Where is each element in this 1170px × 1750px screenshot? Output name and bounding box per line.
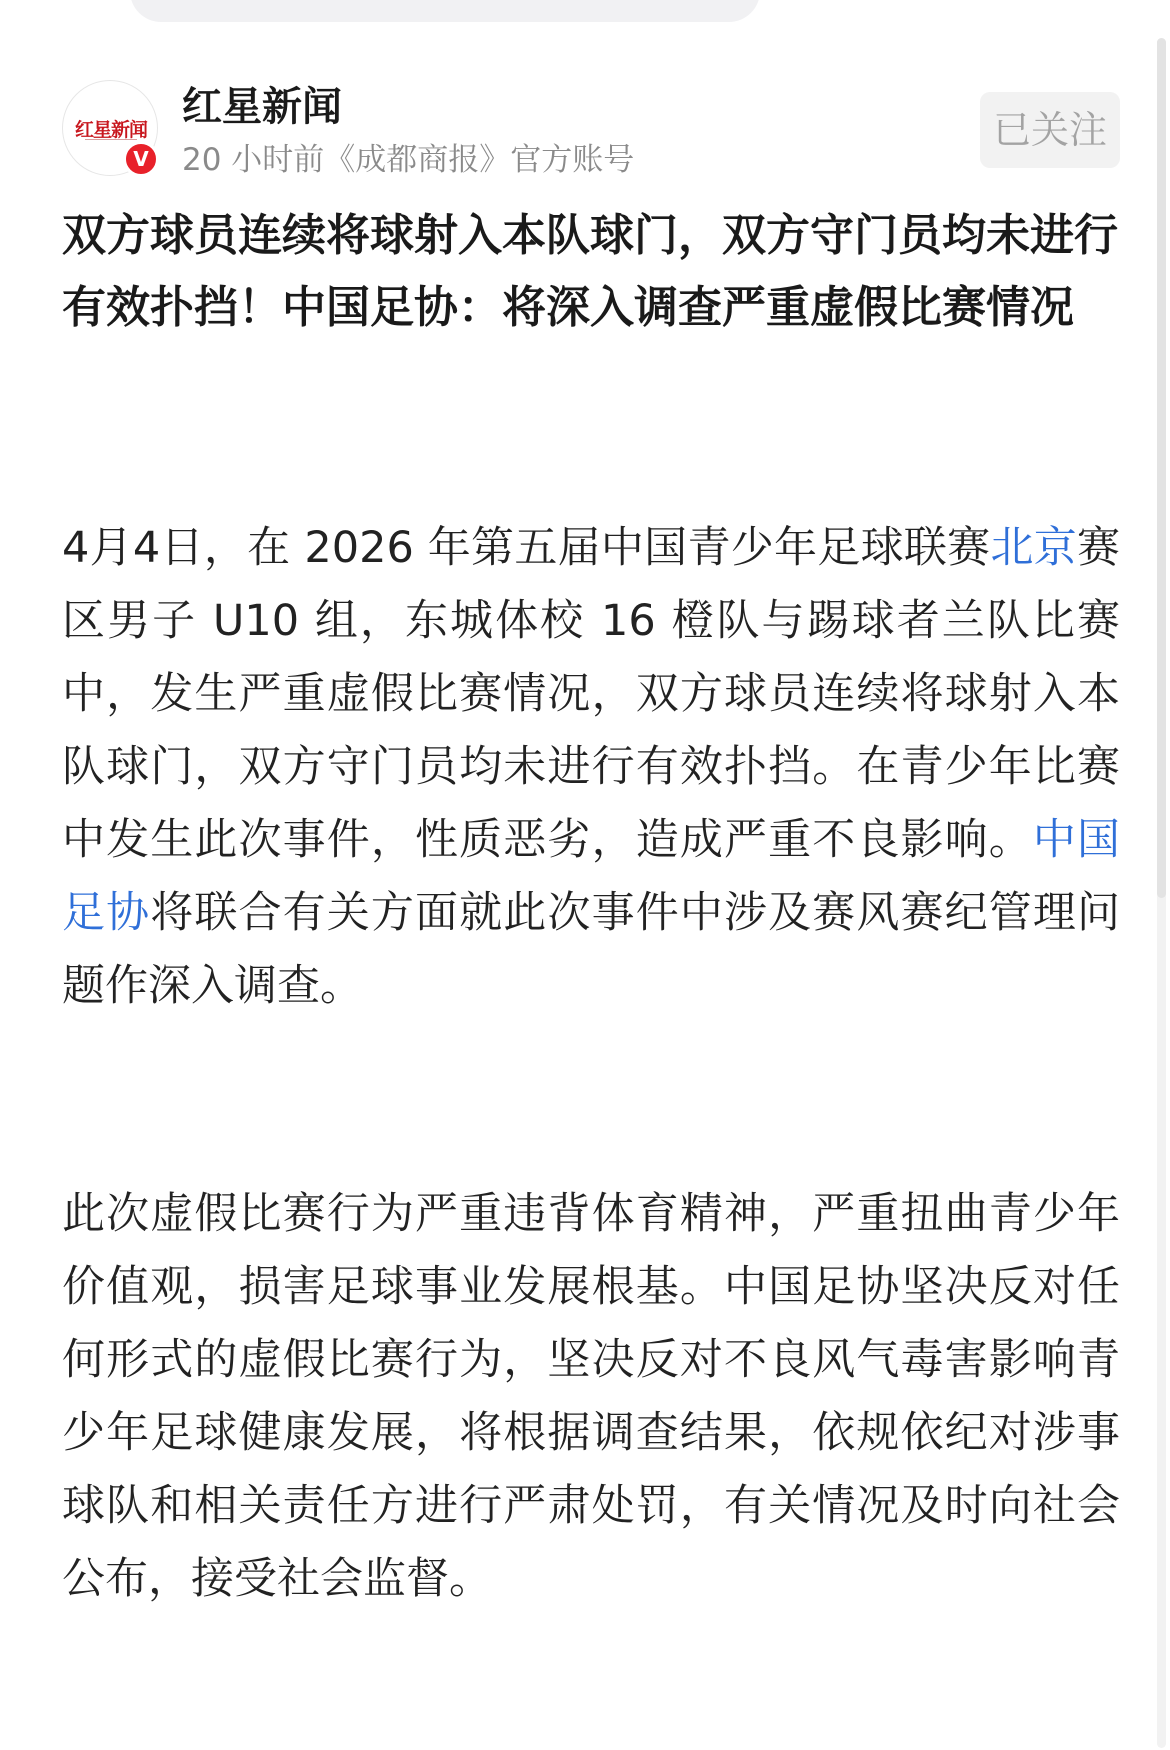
scrollbar[interactable]: [1157, 38, 1166, 1748]
link-chinese-football-association[interactable]: 中国足协: [62, 815, 1121, 938]
account-header: [62, 80, 1124, 180]
account-name[interactable]: 红星新闻: [182, 84, 342, 130]
brand-logo: 红星新闻: [74, 119, 147, 141]
logo-underline: [85, 139, 137, 144]
account-meta: 20 小时前《成都商报》官方账号: [182, 142, 635, 178]
top-search-bar[interactable]: [130, 0, 760, 22]
paragraph-text: 赛区男子 U10 组，东城体校 16 橙队与踢球者兰队比赛中，发生严重虚假比赛情况，双方球员连续将球射入本队球门，双方守门员均未进行有效扑挡。在青少年比赛中发生此次事件，性质恶劣，造成严重不良影响。: [62, 523, 1121, 865]
verified-icon: V: [123, 141, 159, 177]
article-paragraph-2: 此次虚假比赛行为严重违背体育精神，严重扭曲青少年价值观，损害足球事业发展根基。中国足协坚决反对任何形式的虚假比赛行为，坚决反对不良风气毒害影响青少年足球健康发展，将根据调查结果，依规依纪对涉事球队和相关责任方进行严肃处罚，有关情况及时向社会公布，接受社会监督。: [62, 1189, 1120, 1604]
paragraph-text: 4月4日，在 2026 年第五届中国青少年足球联赛: [62, 523, 991, 573]
scrollbar-thumb[interactable]: [1157, 38, 1166, 898]
link-beijing[interactable]: 北京: [990, 523, 1078, 573]
paragraph-text: 将联合有关方面就此次事件中涉及赛风赛纪管理问题作深入调查。: [62, 888, 1121, 1011]
follow-button[interactable]: 已关注: [980, 92, 1120, 168]
article-title: 双方球员连续将球射入本队球门，双方守门员均未进行有效扑挡！中国足协：将深入调查严重虚假比赛情况: [62, 210, 1118, 333]
article-paragraph-1: [62, 512, 1120, 1023]
avatar[interactable]: [62, 80, 158, 176]
